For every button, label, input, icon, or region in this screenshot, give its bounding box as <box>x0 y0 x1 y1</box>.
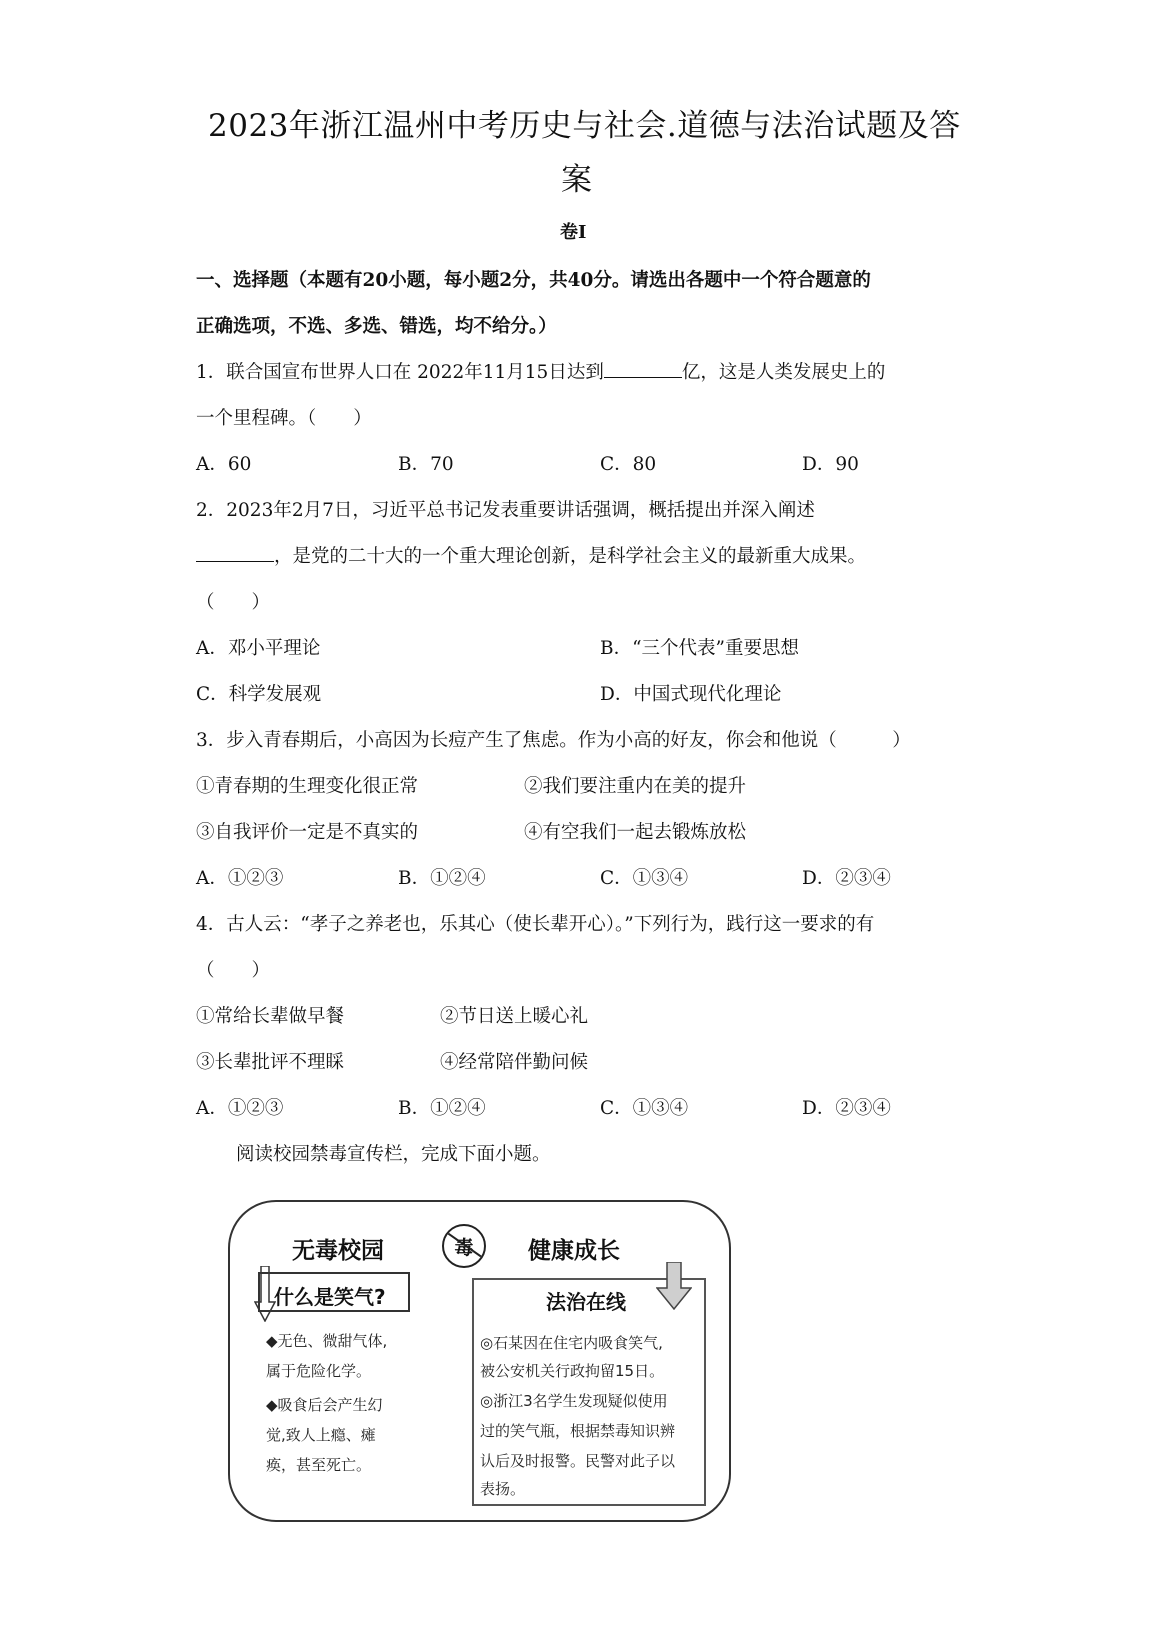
q3-item-2: ②我们要注重内在美的提升 <box>524 776 747 797</box>
question-1-line1 <box>196 358 885 384</box>
q4-option-d: D．②③④ <box>802 1098 891 1119</box>
right-line-1: ◎石某因在住宅内吸食笑气, <box>480 1334 663 1352</box>
answer-blank <box>196 543 274 562</box>
q3-item-4: ④有空我们一起去锻炼放松 <box>524 822 747 843</box>
q3-option-d: D．②③④ <box>802 868 891 889</box>
poster-left-title: 无毒校园 <box>292 1238 384 1264</box>
left-line-3: ◆吸食后会产生幻 <box>266 1396 383 1414</box>
q2-option-d: D．中国式现代化理论 <box>600 684 782 705</box>
doc-title-line2: 案 <box>561 162 593 198</box>
volume-label: 卷Ⅰ <box>560 222 587 243</box>
q1-option-a: A．60 <box>196 454 252 475</box>
q3-item-3: ③自我评价一定是不真实的 <box>196 822 419 843</box>
q3-option-a: A．①②③ <box>196 868 284 889</box>
q1-option-b: B．70 <box>398 454 454 475</box>
question-4-line2: （ ） <box>196 960 271 981</box>
poster-right-title: 健康成长 <box>528 1238 620 1264</box>
section-header-line1: 一、选择题（本题有20小题，每小题2分，共40分。请选出各题中一个符合题意的 <box>196 270 871 291</box>
right-line-2: 被公安机关行政拘留15日。 <box>480 1362 665 1380</box>
law-online-box <box>472 1278 706 1506</box>
q2-option-b: B．“三个代表”重要思想 <box>600 638 800 659</box>
question-1-text-a: 1．联合国宣布世界人口在 2022年11月15日达到 <box>196 362 604 383</box>
q3-item-1: ①青春期的生理变化很正常 <box>196 776 419 797</box>
q4-option-a: A．①②③ <box>196 1098 284 1119</box>
q3-option-c: C．①③④ <box>600 868 689 889</box>
right-line-4: 过的笑气瓶，根据禁毒知识辨 <box>480 1422 676 1440</box>
right-line-3: ◎浙江3名学生发现疑似使用 <box>480 1392 668 1410</box>
q4-item-2: ②节日送上暖心礼 <box>440 1006 589 1027</box>
q2-option-a: A．邓小平理论 <box>196 638 321 659</box>
q2-option-c: C．科学发展观 <box>196 684 322 705</box>
q4-option-b: B．①②④ <box>398 1098 486 1119</box>
q1-option-c: C．80 <box>600 454 657 475</box>
arrow-down-icon <box>656 1262 692 1310</box>
left-line-2: 属于危险化学。 <box>266 1362 372 1380</box>
q4-item-4: ④经常陪伴勤问候 <box>440 1052 589 1073</box>
reading-instruction: 阅读校园禁毒宣传栏，完成下面小题。 <box>236 1144 551 1165</box>
no-drug-badge-text: 毒 <box>454 1237 474 1259</box>
no-drug-icon <box>442 1224 486 1268</box>
q3-option-b: B．①②④ <box>398 868 486 889</box>
q1-option-d: D．90 <box>802 454 859 475</box>
answer-blank <box>604 359 682 378</box>
q4-item-1: ①常给长辈做早餐 <box>196 1006 345 1027</box>
question-3-text: 3．步入青春期后，小高因为长痘产生了焦虑。作为小高的好友，你会和他说（ ） <box>196 730 911 751</box>
question-1-line2: 一个里程碑。（ ） <box>196 408 372 429</box>
q4-option-c: C．①③④ <box>600 1098 689 1119</box>
box-left-title: 什么是笑气? <box>274 1285 386 1309</box>
question-2-text: ，是党的二十大的一个重大理论创新，是科学社会主义的最新重大成果。 <box>274 546 867 567</box>
section-header-line2: 正确选项，不选、多选、错选，均不给分。） <box>196 316 557 337</box>
right-line-6: 表扬。 <box>480 1480 526 1498</box>
question-2-line2 <box>196 542 866 568</box>
right-line-5: 认后及时报警。民警对此子以 <box>480 1452 676 1470</box>
doc-title-line1: 2023年浙江温州中考历史与社会.道德与法治试题及答 <box>208 108 961 144</box>
box-right-title: 法治在线 <box>546 1290 626 1314</box>
question-2-line1: 2．2023年2月7日，习近平总书记发表重要讲话强调，概括提出并深入阐述 <box>196 500 815 521</box>
question-1-text-b: 亿，这是人类发展史上的 <box>681 362 886 383</box>
q4-item-3: ③长辈批评不理睬 <box>196 1052 345 1073</box>
question-2-line3: （ ） <box>196 592 271 613</box>
left-line-5: 痪，甚至死亡。 <box>266 1456 372 1474</box>
question-4-line1: 4．古人云：“孝子之养老也，乐其心（使长辈开心）。”下列行为，践行这一要求的有 <box>196 914 875 935</box>
left-line-4: 觉,致人上瘾、瘫 <box>266 1426 376 1444</box>
left-line-1: ◆无色、微甜气体, <box>266 1332 388 1350</box>
what-is-laughing-gas-box <box>258 1272 410 1312</box>
anti-drug-poster <box>228 1200 731 1522</box>
